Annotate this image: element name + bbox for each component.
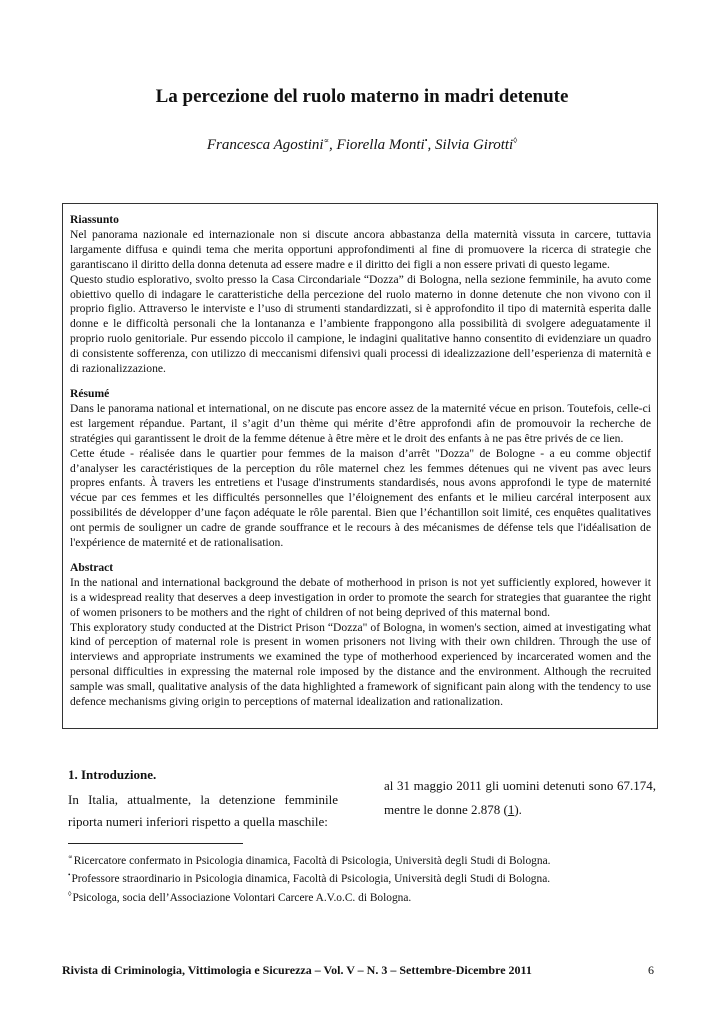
footnote-mark: • — [68, 871, 71, 880]
author-footnote-mark[interactable]: ∝ — [323, 136, 330, 145]
abstract-paragraph: Questo studio esplorativo, svolto presso la Casa Circondariale “Dozza” di Bologna, nella sezione femminile, ha avuto come obiettivo quello di indagare le caratteristiche della percezione del ruolo materno in donne detenute che non vivono con il proprio figlio. Attraverso le interviste e l’uso di strumenti standardizzati, si è approfondito il tipo di maternità esperita dalle donne e le difficoltà personali che la lontananza e l’ambiente frappongono alla possibilità di svolgere adeguatamente il proprio ruolo genitoriale. Pur essendo piccolo il campione, le indagini qualitative hanno consentito di evidenziare un quadro di consistente sofferenza, con utilizzo di meccanismi difensivi quali processi di idealizzazione dell’esperienza di maternità e di razionalizzazione. — [70, 272, 651, 376]
section-heading: Riassunto — [70, 213, 119, 226]
section-heading: Résumé — [70, 386, 110, 400]
resume-section — [70, 387, 651, 551]
abstract-section — [70, 561, 651, 710]
page-number: 6 — [648, 963, 654, 977]
section-heading: Abstract — [70, 560, 114, 574]
body-text: al 31 maggio 2011 gli uomini detenuti sono 67.174, mentre le donne 2.878 ( — [384, 778, 656, 817]
footnote-mark: ◊ — [68, 889, 72, 898]
abstract-paragraph: Cette étude - réalisée dans le quartier pour femmes de la maison d’arrêt "Dozza" de Bologne - a eu comme objectif d’analyser les caractéristiques de la perception du rôle maternel chez les femmes détenues qui ne vivent pas avec leurs propres enfants. À travers les entretiens et l'usage d'instruments standardisés, nous avons approfondi le type de maternité vécue par ces femmes et les difficultés personnelles que l’éloignement des enfants et le milieu carcéral interposent aux possibilités de développer d’une façon adéquate le rôle parental. Bien que l’échantillon soit limité, ces enquêtes qualitatives ont permis de souligner un cadre de grande souffrance et le recours à des mécanismes de défense tels que l'idéalisation de l'expérience de maternité et de rationalisation. — [70, 446, 651, 550]
footnote-mark: ∝ — [68, 853, 73, 861]
abstract-box — [62, 203, 658, 729]
abstract-paragraph: Nel panorama nazionale ed internazionale non si discute ancora abbastanza della maternità vissuta in carcere, tuttavia largamente diffusa e quindi tema che merita opportuni approfondimenti al fine di promuovere la ricerca di strategie che garantiscano il diritto della donna detenuta ad essere madre e il diritto dei figli a non essere privati di questo legame. — [70, 227, 651, 271]
footnotes — [68, 850, 668, 905]
article-title: La percezione del ruolo materno in madri detenute — [155, 86, 569, 107]
body-paragraph: In Italia, attualmente, la detenzione femminile riporta numeri inferiori rispetto a quella maschile: — [68, 792, 338, 829]
author-name: Francesca Agostini — [206, 137, 324, 153]
body-column-right: al 31 maggio 2011 gli uomini detenuti sono 67.174, mentre le donne 2.878 (1). — [384, 778, 656, 817]
author-name: Silvia Girotti — [435, 137, 514, 153]
abstract-paragraph: In the national and international background the debate of motherhood in prison is not yet sufficiently explored, however it is a widespread reality that deserves a deep investigation in order to promote the search for strategies that guarantee the right of women prisoners to be mothers and the right of children of not being deprived of this maternal bond. — [70, 575, 651, 619]
riassunto-section — [70, 213, 651, 377]
abstract-paragraph: Dans le panorama national et international, on ne discute pas encore assez de la maternité vécue en prison. Toutefois, celle-ci est largement répandue. Partant, il s’agit d’un thème qui mérite d’être approfondi afin de promouvoir la recherche de stratégies qui garantissent le droit de la femme détenue à être mère et le droit des enfants à ne pas être privés de ce lien. — [70, 401, 651, 445]
author-list: Francesca Agostini∝, Fiorella Monti•, Silvia Girotti◊ — [206, 136, 518, 153]
body-column-left — [68, 764, 338, 833]
footnote-divider — [68, 843, 243, 844]
footnote: ◊Psicologa, socia dell’Associazione Volontari Carcere A.V.o.C. di Bologna. — [68, 889, 412, 904]
section-heading-introduction: 1. Introduzione. — [68, 767, 157, 782]
author-name: Fiorella Monti — [336, 137, 425, 153]
footnote: •Professore straordinario in Psicologia dinamica, Facoltà di Psicologia, Università degli Studi di Bologna. — [68, 871, 551, 886]
author-footnote-mark[interactable]: • — [424, 136, 428, 145]
author-footnote-mark[interactable]: ◊ — [513, 136, 518, 145]
abstract-paragraph: This exploratory study conducted at the District Prison “Dozza" of Bologna, in women's section, aimed at investigating what kind of perception of maternal role is present in women prisoners not living with their own children. Through the use of interviews and appropriate instruments we examined the type of motherhood experienced by incarcerated women and the personal difficulties in expressing the maternal role imposed by the distance and the environment. Although the recruited sample was small, qualitative analysis of the data highlighted a framework of significant pain along with the tendency to use defence mechanisms giving origin to perceptions of maternal idealization and rationalization. — [70, 620, 651, 709]
journal-footer: Rivista di Criminologia, Vittimologia e Sicurezza – Vol. V – N. 3 – Settembre-Dicembre 2011 — [62, 963, 532, 977]
footnote: ∝Ricercatore confermato in Psicologia dinamica, Facoltà di Psicologia, Università degli Studi di Bologna. — [68, 853, 551, 867]
reference-link[interactable]: 1 — [507, 802, 515, 817]
